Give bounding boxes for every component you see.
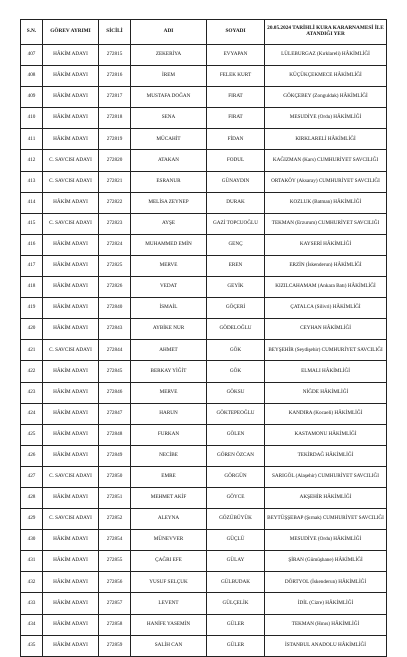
cell-sn: 433	[21, 593, 43, 614]
cell-name: SALİH CAN	[131, 635, 207, 656]
table-row	[21, 277, 387, 298]
table-row	[21, 213, 387, 234]
cell-sn: 415	[21, 213, 43, 234]
cell-name: NECİBE	[131, 445, 207, 466]
cell-assigned-place: BEYŞEHİR (Seydişehir) CUMHURİYET SAVCILIĞI	[265, 340, 387, 361]
cell-assigned-place: GÖKÇEBEY (Zonguldak) HÂKİMLİĞİ	[265, 87, 387, 108]
cell-assigned-place: TEKMAN (Erzurum) CUMHURİYET SAVCILIĞI	[265, 213, 387, 234]
cell-registry: 272818	[99, 108, 131, 129]
cell-assigned-place: TEKMAN (Hınıs) HÂKİMLİĞİ	[265, 614, 387, 635]
cell-surname: GÖREN ÖZCAN	[207, 445, 265, 466]
table-row	[21, 340, 387, 361]
cell-sn: 409	[21, 87, 43, 108]
cell-sn: 420	[21, 319, 43, 340]
cell-role: HÂKİM ADAYI	[43, 66, 99, 87]
cell-surname: EVYAPAN	[207, 45, 265, 66]
table-row	[21, 298, 387, 319]
cell-role: C. SAVCISI ADAYI	[43, 509, 99, 530]
table-row	[21, 572, 387, 593]
cell-surname: GÜNAYDIN	[207, 171, 265, 192]
cell-surname: FELEK KURT	[207, 66, 265, 87]
table-row	[21, 403, 387, 424]
cell-name: ÇAĞRI EFE	[131, 551, 207, 572]
table-row	[21, 530, 387, 551]
table-row	[21, 319, 387, 340]
cell-name: YUSUF SELÇUK	[131, 572, 207, 593]
cell-role: HÂKİM ADAYI	[43, 298, 99, 319]
cell-name: FURKAN	[131, 424, 207, 445]
cell-registry: 272840	[99, 298, 131, 319]
cell-registry: 272859	[99, 635, 131, 656]
table-header-row	[21, 20, 387, 45]
cell-role: C. SAVCISI ADAYI	[43, 466, 99, 487]
cell-assigned-place: İDİL (Cizre) HÂKİMLİĞİ	[265, 593, 387, 614]
cell-assigned-place: MESUDİYE (Ordu) HÂKİMLİĞİ	[265, 530, 387, 551]
cell-registry: 272851	[99, 487, 131, 508]
cell-registry: 272816	[99, 66, 131, 87]
cell-name: BERKAY YİĞİT	[131, 361, 207, 382]
cell-role: HÂKİM ADAYI	[43, 551, 99, 572]
cell-name: AYBİKE NUR	[131, 319, 207, 340]
cell-assigned-place: ERZİN (İskenderun) HÂKİMLİĞİ	[265, 255, 387, 276]
cell-surname: GÖKSU	[207, 382, 265, 403]
header-surname: SOYADI	[207, 20, 265, 45]
cell-surname: GÖÇERİ	[207, 298, 265, 319]
table-row	[21, 45, 387, 66]
cell-registry: 272825	[99, 255, 131, 276]
table-row	[21, 424, 387, 445]
cell-assigned-place: ORTAKÖY (Aksaray) CUMHURİYET SAVCILIĞI	[265, 171, 387, 192]
cell-role: HÂKİM ADAYI	[43, 319, 99, 340]
cell-role: HÂKİM ADAYI	[43, 403, 99, 424]
table-row	[21, 234, 387, 255]
cell-surname: GÜLAY	[207, 551, 265, 572]
cell-registry: 272858	[99, 614, 131, 635]
cell-sn: 429	[21, 509, 43, 530]
cell-registry: 272821	[99, 171, 131, 192]
cell-assigned-place: ELMALI HÂKİMLİĞİ	[265, 361, 387, 382]
cell-surname: GÖZÜBÜYÜK	[207, 509, 265, 530]
cell-name: LEVENT	[131, 593, 207, 614]
header-role: GÖREV AYRIMI	[43, 20, 99, 45]
cell-name: EMRE	[131, 466, 207, 487]
cell-registry: 272826	[99, 277, 131, 298]
cell-registry: 272857	[99, 593, 131, 614]
cell-name: MEHMET AKİF	[131, 487, 207, 508]
cell-assigned-place: NİĞDE HÂKİMLİĞİ	[265, 382, 387, 403]
cell-assigned-place: BEYTÜŞŞEBAP (Şırnak) CUMHURİYET SAVCILIĞI	[265, 509, 387, 530]
cell-surname: GEYİK	[207, 277, 265, 298]
cell-sn: 431	[21, 551, 43, 572]
cell-surname: GÖK	[207, 361, 265, 382]
cell-sn: 424	[21, 403, 43, 424]
table-row	[21, 466, 387, 487]
table-row	[21, 361, 387, 382]
cell-assigned-place: LÜLEBURGAZ (Kırklareli) HÂKİMLİĞİ	[265, 45, 387, 66]
cell-name: AYŞE	[131, 213, 207, 234]
table-row	[21, 171, 387, 192]
assignment-table	[20, 19, 387, 657]
cell-sn: 432	[21, 572, 43, 593]
cell-surname: GÜLER	[207, 635, 265, 656]
cell-sn: 434	[21, 614, 43, 635]
cell-role: HÂKİM ADAYI	[43, 572, 99, 593]
cell-surname: FİDAN	[207, 129, 265, 150]
cell-assigned-place: MESUDİYE (Ordu) HÂKİMLİĞİ	[265, 108, 387, 129]
cell-surname: GÖDELOĞLU	[207, 319, 265, 340]
cell-sn: 413	[21, 171, 43, 192]
cell-registry: 272845	[99, 361, 131, 382]
table-body	[21, 45, 387, 657]
cell-assigned-place: KANDIRA (Kocaeli) HÂKİMLİĞİ	[265, 403, 387, 424]
cell-name: SENA	[131, 108, 207, 129]
cell-sn: 430	[21, 530, 43, 551]
cell-sn: 407	[21, 45, 43, 66]
cell-registry: 272856	[99, 572, 131, 593]
cell-assigned-place: KIZILCAHAMAM (Ankara Batı) HÂKİMLİĞİ	[265, 277, 387, 298]
cell-role: HÂKİM ADAYI	[43, 108, 99, 129]
cell-surname: DURAK	[207, 192, 265, 213]
cell-assigned-place: ÇATALCA (Silivri) HÂKİMLİĞİ	[265, 298, 387, 319]
table-row	[21, 66, 387, 87]
cell-sn: 414	[21, 192, 43, 213]
table-row	[21, 108, 387, 129]
cell-assigned-place: KOZLUK (Batman) HÂKİMLİĞİ	[265, 192, 387, 213]
cell-role: C. SAVCISI ADAYI	[43, 340, 99, 361]
cell-registry: 272815	[99, 45, 131, 66]
cell-name: MERVE	[131, 382, 207, 403]
cell-name: HARUN	[131, 403, 207, 424]
cell-assigned-place: KÜÇÜKÇEKMECE HÂKİMLİĞİ	[265, 66, 387, 87]
cell-name: MÜNEVVER	[131, 530, 207, 551]
cell-role: HÂKİM ADAYI	[43, 382, 99, 403]
cell-registry: 272850	[99, 466, 131, 487]
cell-assigned-place: TEKİRDAĞ HÂKİMLİĞİ	[265, 445, 387, 466]
table-row	[21, 551, 387, 572]
cell-sn: 418	[21, 277, 43, 298]
cell-role: HÂKİM ADAYI	[43, 361, 99, 382]
cell-sn: 422	[21, 361, 43, 382]
cell-role: HÂKİM ADAYI	[43, 614, 99, 635]
cell-name: VEDAT	[131, 277, 207, 298]
cell-sn: 426	[21, 445, 43, 466]
table-row	[21, 509, 387, 530]
assignment-table-page	[20, 19, 386, 657]
cell-role: HÂKİM ADAYI	[43, 129, 99, 150]
cell-surname: GENÇ	[207, 234, 265, 255]
cell-role: HÂKİM ADAYI	[43, 487, 99, 508]
cell-registry: 272822	[99, 192, 131, 213]
cell-role: HÂKİM ADAYI	[43, 424, 99, 445]
table-row	[21, 593, 387, 614]
cell-name: ATAKAN	[131, 150, 207, 171]
cell-assigned-place: KAĞIZMAN (Kars) CUMHURİYET SAVCILIĞI	[265, 150, 387, 171]
cell-surname: GAZİ TOPCUOĞLU	[207, 213, 265, 234]
cell-sn: 410	[21, 108, 43, 129]
cell-assigned-place: KASTAMONU HÂKİMLİĞİ	[265, 424, 387, 445]
cell-name: ZEKERİYA	[131, 45, 207, 66]
cell-registry: 272848	[99, 424, 131, 445]
cell-sn: 427	[21, 466, 43, 487]
cell-role: HÂKİM ADAYI	[43, 192, 99, 213]
table-row	[21, 382, 387, 403]
cell-sn: 423	[21, 382, 43, 403]
table-row	[21, 192, 387, 213]
table-row	[21, 150, 387, 171]
header-assigned-place: 20.05.2024 TARİHLİ KURA KARARNAMESİ İLE ATANDIĞI YER	[265, 20, 387, 45]
cell-role: HÂKİM ADAYI	[43, 635, 99, 656]
cell-surname: GÜLER	[207, 614, 265, 635]
cell-name: MÜCAHİT	[131, 129, 207, 150]
cell-assigned-place: ŞİRAN (Gümüşhane) HÂKİMLİĞİ	[265, 551, 387, 572]
cell-sn: 408	[21, 66, 43, 87]
cell-surname: FIRAT	[207, 87, 265, 108]
cell-surname: GÜÇLÜ	[207, 530, 265, 551]
cell-name: ESRANUR	[131, 171, 207, 192]
header-registry: SİCİLİ	[99, 20, 131, 45]
cell-registry: 272846	[99, 382, 131, 403]
cell-surname: FODUL	[207, 150, 265, 171]
cell-assigned-place: KAYSERİ HÂKİMLİĞİ	[265, 234, 387, 255]
cell-name: HANİFE YASEMİN	[131, 614, 207, 635]
cell-name: MUSTAFA DOĞAN	[131, 87, 207, 108]
cell-assigned-place: KIRKLARELİ HÂKİMLİĞİ	[265, 129, 387, 150]
cell-role: HÂKİM ADAYI	[43, 255, 99, 276]
cell-registry: 272855	[99, 551, 131, 572]
cell-surname: GÜLBUDAK	[207, 572, 265, 593]
cell-role: HÂKİM ADAYI	[43, 45, 99, 66]
cell-registry: 272847	[99, 403, 131, 424]
cell-surname: GÖYCE	[207, 487, 265, 508]
cell-sn: 417	[21, 255, 43, 276]
table-row	[21, 614, 387, 635]
cell-registry: 272854	[99, 530, 131, 551]
cell-surname: GÖLEN	[207, 424, 265, 445]
cell-surname: FIRAT	[207, 108, 265, 129]
cell-role: C. SAVCISI ADAYI	[43, 171, 99, 192]
cell-name: İSMAİL	[131, 298, 207, 319]
cell-role: HÂKİM ADAYI	[43, 445, 99, 466]
cell-registry: 272843	[99, 319, 131, 340]
cell-assigned-place: SARIGÖL (Alaşehir) CUMHURİYET SAVCILIĞI	[265, 466, 387, 487]
cell-role: HÂKİM ADAYI	[43, 234, 99, 255]
cell-registry: 272824	[99, 234, 131, 255]
cell-registry: 272817	[99, 87, 131, 108]
cell-registry: 272849	[99, 445, 131, 466]
cell-registry: 272852	[99, 509, 131, 530]
cell-role: HÂKİM ADAYI	[43, 277, 99, 298]
cell-name: MERVE	[131, 255, 207, 276]
cell-assigned-place: CEYHAN HÂKİMLİĞİ	[265, 319, 387, 340]
cell-sn: 421	[21, 340, 43, 361]
cell-sn: 419	[21, 298, 43, 319]
cell-surname: GÖK	[207, 340, 265, 361]
table-row	[21, 445, 387, 466]
cell-assigned-place: İSTANBUL ANADOLU HÂKİMLİĞİ	[265, 635, 387, 656]
header-sn: S.N.	[21, 20, 43, 45]
cell-role: C. SAVCISI ADAYI	[43, 150, 99, 171]
cell-role: HÂKİM ADAYI	[43, 87, 99, 108]
cell-registry: 272820	[99, 150, 131, 171]
cell-name: MUHAMMED EMİN	[131, 234, 207, 255]
cell-assigned-place: AKŞEHİR HÂKİMLİĞİ	[265, 487, 387, 508]
cell-surname: GÖKTEPEOĞLU	[207, 403, 265, 424]
cell-name: AHMET	[131, 340, 207, 361]
cell-sn: 428	[21, 487, 43, 508]
table-row	[21, 487, 387, 508]
cell-registry: 272823	[99, 213, 131, 234]
cell-role: C. SAVCISI ADAYI	[43, 213, 99, 234]
cell-sn: 412	[21, 150, 43, 171]
cell-role: HÂKİM ADAYI	[43, 593, 99, 614]
table-row	[21, 129, 387, 150]
cell-sn: 435	[21, 635, 43, 656]
cell-surname: GÜLÇELİK	[207, 593, 265, 614]
cell-registry: 272844	[99, 340, 131, 361]
table-row	[21, 87, 387, 108]
cell-sn: 425	[21, 424, 43, 445]
cell-name: İREM	[131, 66, 207, 87]
header-name: ADI	[131, 20, 207, 45]
table-row	[21, 635, 387, 656]
cell-assigned-place: DÖRTYOL (İskenderun) HÂKİMLİĞİ	[265, 572, 387, 593]
cell-name: MELİSA ZEYNEP	[131, 192, 207, 213]
cell-sn: 416	[21, 234, 43, 255]
cell-surname: GÖRGÜN	[207, 466, 265, 487]
cell-registry: 272819	[99, 129, 131, 150]
table-row	[21, 255, 387, 276]
cell-sn: 411	[21, 129, 43, 150]
cell-role: HÂKİM ADAYI	[43, 530, 99, 551]
cell-surname: EREN	[207, 255, 265, 276]
cell-name: ALEYNA	[131, 509, 207, 530]
